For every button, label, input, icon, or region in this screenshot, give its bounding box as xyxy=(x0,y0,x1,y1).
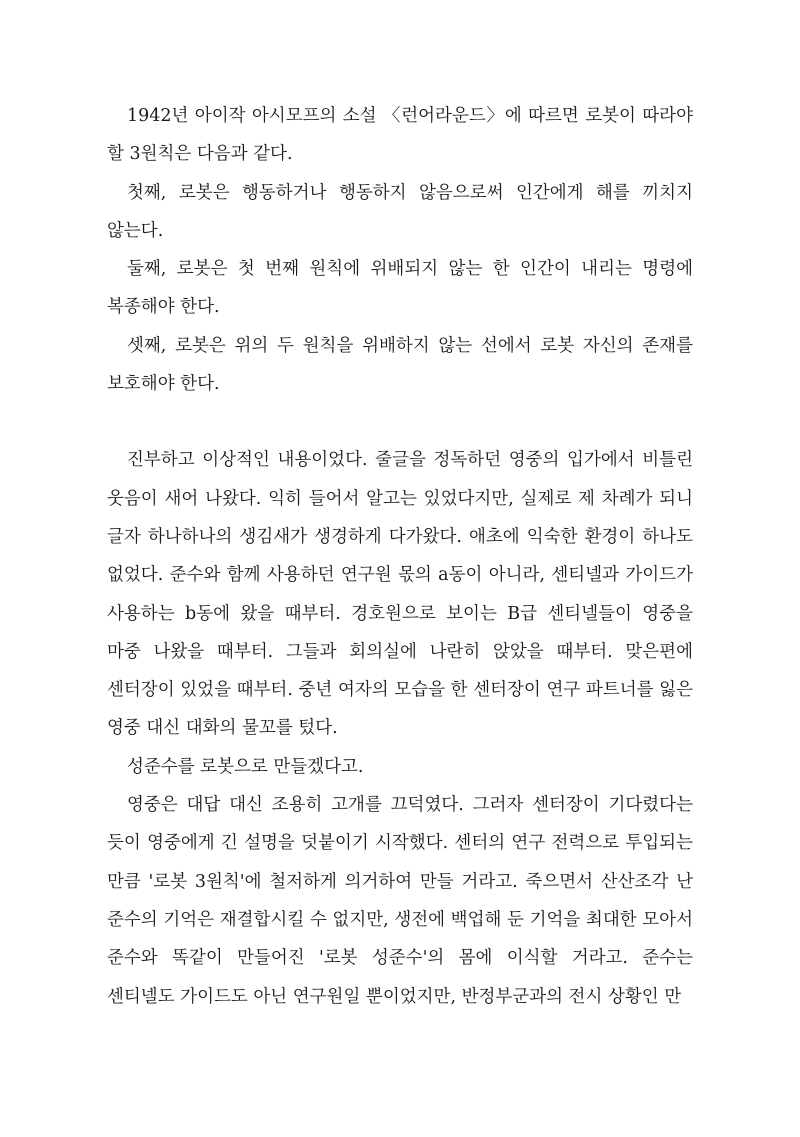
document-page xyxy=(107,97,693,1016)
section-break xyxy=(107,403,693,441)
paragraph-story-3: 영중은 대답 대신 조용히 고개를 끄덕였다. 그러자 센터장이 기다렸다는 듯이 영중에게 긴 설명을 덧붙이기 시작했다. 센터의 연구 전력으로 투입되는 만큼 '로봇 3원칙'에 철저하게 의거하여 만들 거라고. 죽으면서 산산조각 난 준수의 기억은 재결합시킬 수 없지만, 생전에 백업해 둔 기억을 최대한 모아서 준수와 똑같이 만들어진 '로봇 성준수'의 몸에 이식할 거라고. 준수는 센티넬도 가이드도 아닌 연구원일 뿐이었지만, 반정부군과의 전시 상황인 만 xyxy=(107,795,693,1007)
paragraph-second-law: 둘째, 로봇은 첫 번째 원칙에 위배되지 않는 한 인간이 내리는 명령에 복종해야 한다. xyxy=(107,259,693,318)
paragraph-first-law: 첫째, 로봇은 행동하거나 행동하지 않음으로써 인간에게 해를 끼치지 않는다. xyxy=(107,182,693,241)
paragraph-story-1: 진부하고 이상적인 내용이었다. 줄글을 정독하던 영중의 입가에서 비틀린 웃음이 새어 나왔다. 익히 들어서 알고는 있었다지만, 실제로 제 차례가 되니 글자 하나하나의 생김새가 생경하게 다가왔다. 애초에 익숙한 환경이 하나도 없었다. 준수와 함께 사용하던 연구원 몫의 a동이 아니라, 센티넬과 가이드가 사용하는 b동에 왔을 때부터. 경호원으로 보이는 B급 센티넬들이 영중을 마중 나왔을 때부터. 그들과 회의실에 나란히 앉았을 때부터. 맞은편에 센터장이 있었을 때부터. 중년 여자의 모습을 한 센터장이 연구 파트너를 잃은 영중 대신 대화의 물꼬를 텄다. xyxy=(107,450,693,739)
paragraph-story-2: 성준수를 로봇으로 만들겠다고. xyxy=(127,756,364,777)
paragraph-third-law: 셋째, 로봇은 위의 두 원칙을 위배하지 않는 선에서 로봇 자신의 존재를 보호해야 한다. xyxy=(107,335,693,395)
paragraph-robot-laws-intro: 1942년 아이작 아시모프의 소설 〈런어라운드〉에 따르면 로봇이 따라야 할 3원칙은 다음과 같다. xyxy=(107,106,693,165)
